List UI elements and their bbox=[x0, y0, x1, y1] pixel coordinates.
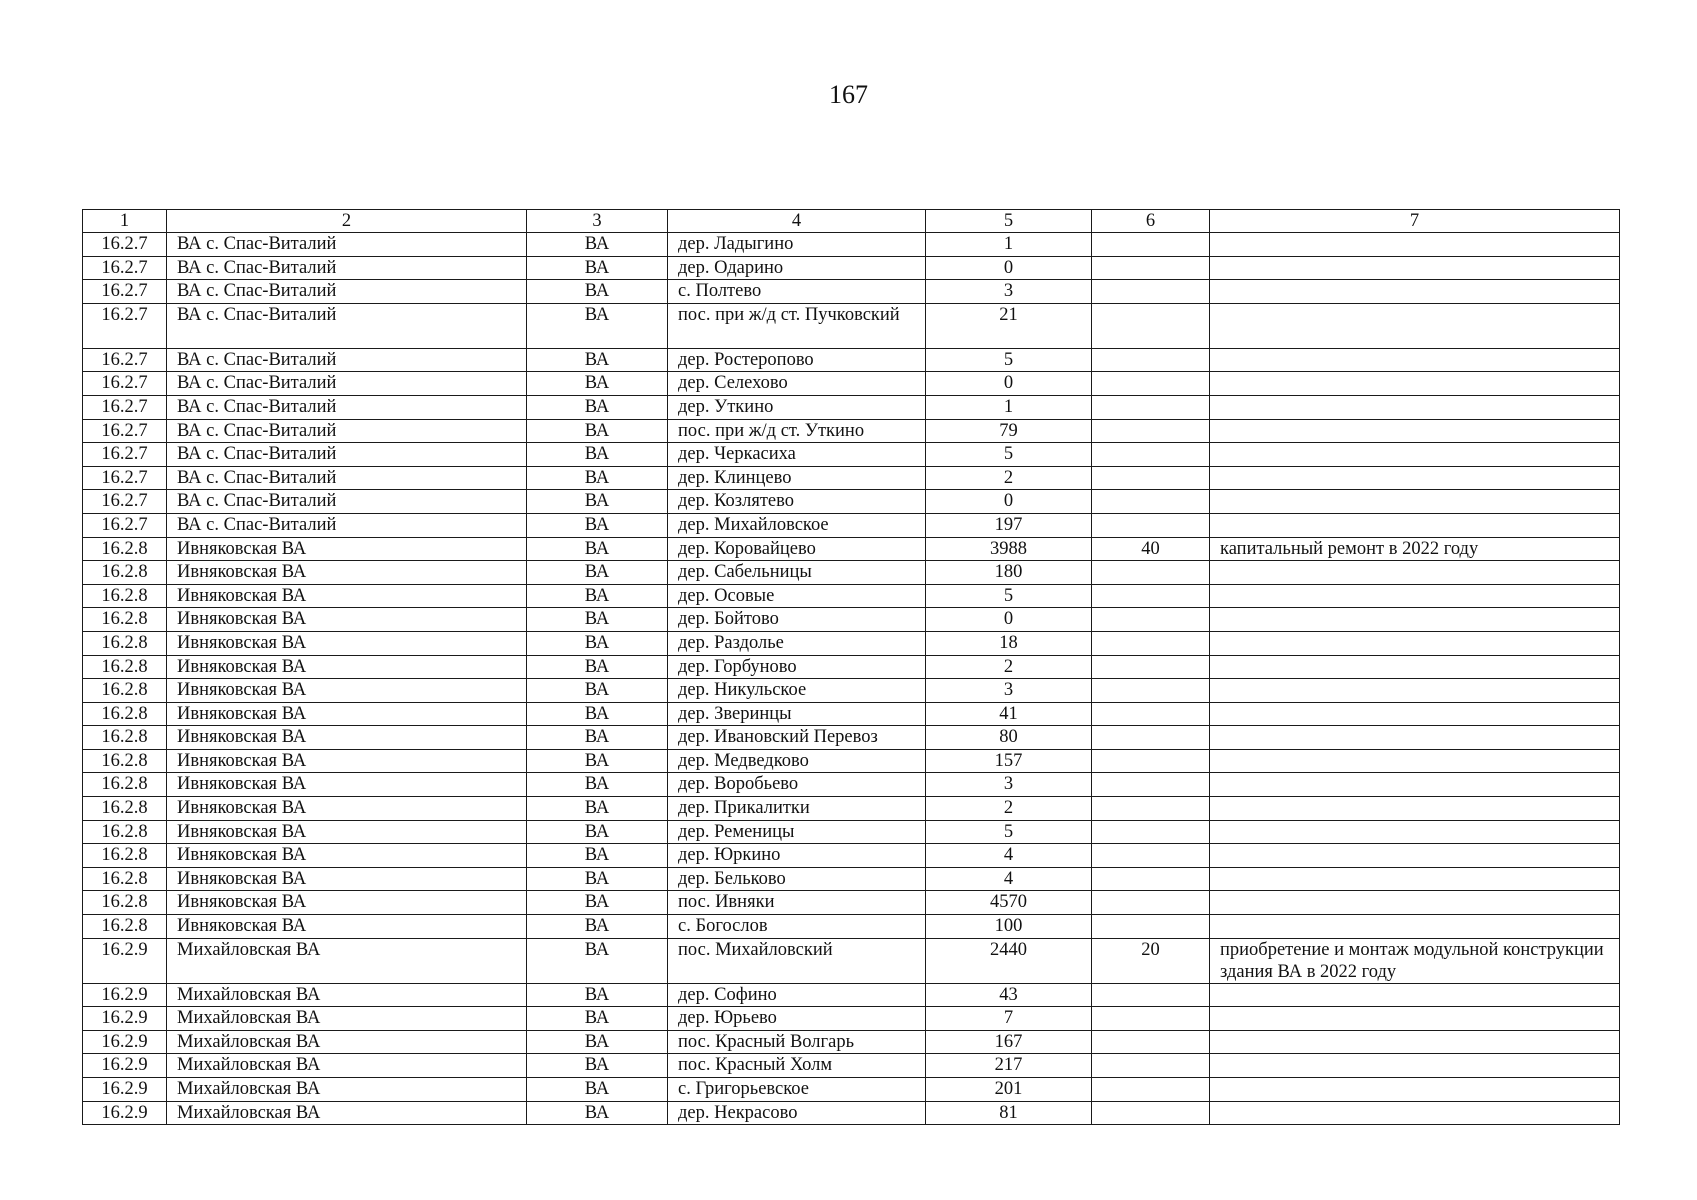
population-cell: 180 bbox=[926, 561, 1092, 585]
settlement-cell: дер. Осовые bbox=[668, 584, 926, 608]
authority-name-cell: Ивняковская ВА bbox=[167, 561, 527, 585]
row-number-cell: 16.2.7 bbox=[83, 348, 167, 372]
population-cell: 167 bbox=[926, 1030, 1092, 1054]
value-cell bbox=[1092, 395, 1210, 419]
table-row bbox=[83, 537, 1620, 561]
type-cell: ВА bbox=[527, 1054, 668, 1078]
settlement-cell: дер. Раздолье bbox=[668, 631, 926, 655]
note-cell bbox=[1210, 631, 1620, 655]
row-number-cell: 16.2.7 bbox=[83, 233, 167, 257]
settlement-cell: с. Богослов bbox=[668, 915, 926, 939]
row-number-cell: 16.2.8 bbox=[83, 773, 167, 797]
row-number-cell: 16.2.8 bbox=[83, 631, 167, 655]
authority-name-cell: Ивняковская ВА bbox=[167, 749, 527, 773]
authority-name-cell: ВА с. Спас-Виталий bbox=[167, 303, 527, 348]
type-cell: ВА bbox=[527, 1007, 668, 1031]
type-cell: ВА bbox=[527, 395, 668, 419]
settlement-cell: дер. Уткино bbox=[668, 395, 926, 419]
authority-name-cell: ВА с. Спас-Виталий bbox=[167, 395, 527, 419]
population-cell: 2440 bbox=[926, 938, 1092, 983]
row-number-cell: 16.2.9 bbox=[83, 938, 167, 983]
value-cell bbox=[1092, 983, 1210, 1007]
table-row bbox=[83, 348, 1620, 372]
page-number: 167 bbox=[829, 80, 868, 109]
value-cell bbox=[1092, 372, 1210, 396]
note-cell bbox=[1210, 749, 1620, 773]
note-cell bbox=[1210, 867, 1620, 891]
note-cell bbox=[1210, 726, 1620, 750]
table-row bbox=[83, 280, 1620, 304]
row-number-cell: 16.2.8 bbox=[83, 608, 167, 632]
note-cell bbox=[1210, 561, 1620, 585]
type-cell: ВА bbox=[527, 537, 668, 561]
authority-name-cell: ВА с. Спас-Виталий bbox=[167, 372, 527, 396]
type-cell: ВА bbox=[527, 490, 668, 514]
value-cell: 20 bbox=[1092, 938, 1210, 983]
authority-name-cell: ВА с. Спас-Виталий bbox=[167, 443, 527, 467]
table-row bbox=[83, 655, 1620, 679]
value-cell bbox=[1092, 561, 1210, 585]
settlement-cell: дер. Никульское bbox=[668, 679, 926, 703]
note-cell bbox=[1210, 820, 1620, 844]
authority-name-cell: Ивняковская ВА bbox=[167, 679, 527, 703]
population-cell: 18 bbox=[926, 631, 1092, 655]
row-number-cell: 16.2.9 bbox=[83, 1101, 167, 1125]
row-number-cell: 16.2.7 bbox=[83, 443, 167, 467]
type-cell: ВА bbox=[527, 797, 668, 821]
row-number-cell: 16.2.8 bbox=[83, 584, 167, 608]
row-number-cell: 16.2.7 bbox=[83, 513, 167, 537]
table-row bbox=[83, 490, 1620, 514]
table-row bbox=[83, 797, 1620, 821]
table-row bbox=[83, 702, 1620, 726]
row-number-cell: 16.2.8 bbox=[83, 561, 167, 585]
type-cell: ВА bbox=[527, 983, 668, 1007]
value-cell bbox=[1092, 280, 1210, 304]
type-cell: ВА bbox=[527, 1078, 668, 1102]
table-row bbox=[83, 1078, 1620, 1102]
note-cell bbox=[1210, 303, 1620, 348]
value-cell bbox=[1092, 1030, 1210, 1054]
note-cell bbox=[1210, 1101, 1620, 1125]
population-cell: 0 bbox=[926, 256, 1092, 280]
authority-name-cell: Ивняковская ВА bbox=[167, 631, 527, 655]
table-row bbox=[83, 561, 1620, 585]
value-cell bbox=[1092, 513, 1210, 537]
column-header-7: 7 bbox=[1210, 210, 1620, 233]
value-cell bbox=[1092, 419, 1210, 443]
note-cell bbox=[1210, 584, 1620, 608]
authority-name-cell: ВА с. Спас-Виталий bbox=[167, 280, 527, 304]
authority-name-cell: Михайловская ВА bbox=[167, 1030, 527, 1054]
table-row bbox=[83, 303, 1620, 348]
value-cell bbox=[1092, 820, 1210, 844]
value-cell bbox=[1092, 867, 1210, 891]
note-cell bbox=[1210, 1078, 1620, 1102]
type-cell: ВА bbox=[527, 938, 668, 983]
table-row bbox=[83, 1007, 1620, 1031]
type-cell: ВА bbox=[527, 256, 668, 280]
settlement-cell: дер. Юрьево bbox=[668, 1007, 926, 1031]
settlement-cell: дер. Прикалитки bbox=[668, 797, 926, 821]
note-cell bbox=[1210, 983, 1620, 1007]
value-cell bbox=[1092, 1078, 1210, 1102]
population-cell: 2 bbox=[926, 797, 1092, 821]
type-cell: ВА bbox=[527, 372, 668, 396]
settlement-cell: дер. Софино bbox=[668, 983, 926, 1007]
data-table bbox=[82, 209, 1620, 1125]
authority-name-cell: Ивняковская ВА bbox=[167, 655, 527, 679]
authority-name-cell: Ивняковская ВА bbox=[167, 820, 527, 844]
authority-name-cell: ВА с. Спас-Виталий bbox=[167, 348, 527, 372]
population-cell: 1 bbox=[926, 233, 1092, 257]
authority-name-cell: Ивняковская ВА bbox=[167, 891, 527, 915]
authority-name-cell: Ивняковская ВА bbox=[167, 537, 527, 561]
settlement-cell: дер. Селехово bbox=[668, 372, 926, 396]
type-cell: ВА bbox=[527, 726, 668, 750]
population-cell: 3 bbox=[926, 773, 1092, 797]
population-cell: 81 bbox=[926, 1101, 1092, 1125]
settlement-cell: пос. Красный Волгарь bbox=[668, 1030, 926, 1054]
settlement-cell: дер. Воробьево bbox=[668, 773, 926, 797]
note-cell bbox=[1210, 443, 1620, 467]
value-cell bbox=[1092, 702, 1210, 726]
type-cell: ВА bbox=[527, 844, 668, 868]
type-cell: ВА bbox=[527, 749, 668, 773]
note-cell bbox=[1210, 513, 1620, 537]
row-number-cell: 16.2.7 bbox=[83, 490, 167, 514]
settlement-cell: с. Григорьевское bbox=[668, 1078, 926, 1102]
table-row bbox=[83, 983, 1620, 1007]
population-cell: 43 bbox=[926, 983, 1092, 1007]
type-cell: ВА bbox=[527, 608, 668, 632]
value-cell bbox=[1092, 679, 1210, 703]
value-cell bbox=[1092, 773, 1210, 797]
table-row bbox=[83, 372, 1620, 396]
table-row bbox=[83, 466, 1620, 490]
population-cell: 4570 bbox=[926, 891, 1092, 915]
settlement-cell: дер. Ременицы bbox=[668, 820, 926, 844]
table-row bbox=[83, 1030, 1620, 1054]
note-cell bbox=[1210, 1007, 1620, 1031]
table-row bbox=[83, 395, 1620, 419]
row-number-cell: 16.2.8 bbox=[83, 726, 167, 750]
settlement-cell: дер. Зверинцы bbox=[668, 702, 926, 726]
table-row bbox=[83, 820, 1620, 844]
population-cell: 3 bbox=[926, 679, 1092, 703]
settlement-cell: дер. Черкасиха bbox=[668, 443, 926, 467]
authority-name-cell: Ивняковская ВА bbox=[167, 584, 527, 608]
settlement-cell: дер. Одарино bbox=[668, 256, 926, 280]
settlement-cell: пос. Ивняки bbox=[668, 891, 926, 915]
population-cell: 2 bbox=[926, 466, 1092, 490]
population-cell: 157 bbox=[926, 749, 1092, 773]
column-header-5: 5 bbox=[926, 210, 1092, 233]
type-cell: ВА bbox=[527, 443, 668, 467]
note-cell bbox=[1210, 1054, 1620, 1078]
settlement-cell: пос. Михайловский bbox=[668, 938, 926, 983]
population-cell: 217 bbox=[926, 1054, 1092, 1078]
authority-name-cell: Ивняковская ВА bbox=[167, 844, 527, 868]
header-row bbox=[83, 210, 1620, 233]
table-row bbox=[83, 1054, 1620, 1078]
value-cell bbox=[1092, 348, 1210, 372]
settlement-cell: дер. Коровайцево bbox=[668, 537, 926, 561]
row-number-cell: 16.2.8 bbox=[83, 749, 167, 773]
value-cell bbox=[1092, 303, 1210, 348]
settlement-cell: дер. Бойтово bbox=[668, 608, 926, 632]
type-cell: ВА bbox=[527, 513, 668, 537]
authority-name-cell: ВА с. Спас-Виталий bbox=[167, 256, 527, 280]
table-row bbox=[83, 844, 1620, 868]
population-cell: 79 bbox=[926, 419, 1092, 443]
authority-name-cell: Ивняковская ВА bbox=[167, 726, 527, 750]
population-cell: 5 bbox=[926, 443, 1092, 467]
note-cell bbox=[1210, 395, 1620, 419]
authority-name-cell: ВА с. Спас-Виталий bbox=[167, 419, 527, 443]
column-header-4: 4 bbox=[668, 210, 926, 233]
type-cell: ВА bbox=[527, 1101, 668, 1125]
authority-name-cell: Михайловская ВА bbox=[167, 1007, 527, 1031]
authority-name-cell: ВА с. Спас-Виталий bbox=[167, 513, 527, 537]
type-cell: ВА bbox=[527, 655, 668, 679]
type-cell: ВА bbox=[527, 820, 668, 844]
note-cell bbox=[1210, 891, 1620, 915]
settlement-cell: с. Полтево bbox=[668, 280, 926, 304]
row-number-cell: 16.2.8 bbox=[83, 537, 167, 561]
value-cell bbox=[1092, 1007, 1210, 1031]
value-cell bbox=[1092, 749, 1210, 773]
type-cell: ВА bbox=[527, 419, 668, 443]
value-cell bbox=[1092, 726, 1210, 750]
population-cell: 0 bbox=[926, 608, 1092, 632]
authority-name-cell: Ивняковская ВА bbox=[167, 797, 527, 821]
population-cell: 80 bbox=[926, 726, 1092, 750]
authority-name-cell: ВА с. Спас-Виталий bbox=[167, 490, 527, 514]
value-cell bbox=[1092, 608, 1210, 632]
row-number-cell: 16.2.8 bbox=[83, 867, 167, 891]
type-cell: ВА bbox=[527, 702, 668, 726]
row-number-cell: 16.2.7 bbox=[83, 256, 167, 280]
value-cell: 40 bbox=[1092, 537, 1210, 561]
type-cell: ВА bbox=[527, 561, 668, 585]
row-number-cell: 16.2.7 bbox=[83, 466, 167, 490]
row-number-cell: 16.2.8 bbox=[83, 891, 167, 915]
population-cell: 0 bbox=[926, 490, 1092, 514]
population-cell: 100 bbox=[926, 915, 1092, 939]
population-cell: 2 bbox=[926, 655, 1092, 679]
population-cell: 197 bbox=[926, 513, 1092, 537]
table-row bbox=[83, 679, 1620, 703]
type-cell: ВА bbox=[527, 466, 668, 490]
population-cell: 0 bbox=[926, 372, 1092, 396]
note-cell bbox=[1210, 702, 1620, 726]
note-cell: приобретение и монтаж модульной конструкции здания ВА в 2022 году bbox=[1210, 938, 1620, 983]
note-cell bbox=[1210, 256, 1620, 280]
note-cell bbox=[1210, 679, 1620, 703]
authority-name-cell: Ивняковская ВА bbox=[167, 702, 527, 726]
value-cell bbox=[1092, 631, 1210, 655]
population-cell: 21 bbox=[926, 303, 1092, 348]
settlement-cell: дер. Ивановский Перевоз bbox=[668, 726, 926, 750]
note-cell: капитальный ремонт в 2022 году bbox=[1210, 537, 1620, 561]
value-cell bbox=[1092, 256, 1210, 280]
note-cell bbox=[1210, 797, 1620, 821]
row-number-cell: 16.2.9 bbox=[83, 1054, 167, 1078]
table-row bbox=[83, 867, 1620, 891]
value-cell bbox=[1092, 466, 1210, 490]
population-cell: 7 bbox=[926, 1007, 1092, 1031]
settlement-cell: дер. Михайловское bbox=[668, 513, 926, 537]
settlement-cell: дер. Сабельницы bbox=[668, 561, 926, 585]
population-cell: 3 bbox=[926, 280, 1092, 304]
note-cell bbox=[1210, 280, 1620, 304]
authority-name-cell: Ивняковская ВА bbox=[167, 915, 527, 939]
row-number-cell: 16.2.7 bbox=[83, 372, 167, 396]
row-number-cell: 16.2.7 bbox=[83, 280, 167, 304]
row-number-cell: 16.2.8 bbox=[83, 844, 167, 868]
authority-name-cell: Михайловская ВА bbox=[167, 1078, 527, 1102]
row-number-cell: 16.2.9 bbox=[83, 1078, 167, 1102]
row-number-cell: 16.2.8 bbox=[83, 797, 167, 821]
table-row bbox=[83, 584, 1620, 608]
type-cell: ВА bbox=[527, 1030, 668, 1054]
population-cell: 5 bbox=[926, 348, 1092, 372]
settlement-cell: дер. Юркино bbox=[668, 844, 926, 868]
authority-name-cell: ВА с. Спас-Виталий bbox=[167, 233, 527, 257]
note-cell bbox=[1210, 372, 1620, 396]
value-cell bbox=[1092, 1054, 1210, 1078]
settlement-cell: пос. при ж/д ст. Пучковский bbox=[668, 303, 926, 348]
table-row bbox=[83, 726, 1620, 750]
column-header-6: 6 bbox=[1092, 210, 1210, 233]
table-row bbox=[83, 233, 1620, 257]
note-cell bbox=[1210, 844, 1620, 868]
table-row bbox=[83, 891, 1620, 915]
row-number-cell: 16.2.7 bbox=[83, 303, 167, 348]
table-row bbox=[83, 419, 1620, 443]
row-number-cell: 16.2.8 bbox=[83, 820, 167, 844]
population-cell: 4 bbox=[926, 867, 1092, 891]
value-cell bbox=[1092, 584, 1210, 608]
population-cell: 5 bbox=[926, 584, 1092, 608]
population-cell: 4 bbox=[926, 844, 1092, 868]
table-row bbox=[83, 513, 1620, 537]
row-number-cell: 16.2.9 bbox=[83, 1007, 167, 1031]
value-cell bbox=[1092, 443, 1210, 467]
table-row bbox=[83, 749, 1620, 773]
population-cell: 3988 bbox=[926, 537, 1092, 561]
settlement-cell: дер. Горбуново bbox=[668, 655, 926, 679]
row-number-cell: 16.2.9 bbox=[83, 1030, 167, 1054]
note-cell bbox=[1210, 608, 1620, 632]
authority-name-cell: Михайловская ВА bbox=[167, 983, 527, 1007]
value-cell bbox=[1092, 490, 1210, 514]
value-cell bbox=[1092, 891, 1210, 915]
authority-name-cell: ВА с. Спас-Виталий bbox=[167, 466, 527, 490]
type-cell: ВА bbox=[527, 915, 668, 939]
settlement-cell: дер. Ростеропово bbox=[668, 348, 926, 372]
row-number-cell: 16.2.7 bbox=[83, 419, 167, 443]
type-cell: ВА bbox=[527, 631, 668, 655]
settlement-cell: дер. Ладыгино bbox=[668, 233, 926, 257]
value-cell bbox=[1092, 233, 1210, 257]
table-row bbox=[83, 1101, 1620, 1125]
column-header-3: 3 bbox=[527, 210, 668, 233]
population-cell: 1 bbox=[926, 395, 1092, 419]
table-row bbox=[83, 938, 1620, 983]
type-cell: ВА bbox=[527, 233, 668, 257]
row-number-cell: 16.2.9 bbox=[83, 983, 167, 1007]
value-cell bbox=[1092, 844, 1210, 868]
settlement-cell: дер. Бельково bbox=[668, 867, 926, 891]
row-number-cell: 16.2.7 bbox=[83, 395, 167, 419]
row-number-cell: 16.2.8 bbox=[83, 655, 167, 679]
value-cell bbox=[1092, 655, 1210, 679]
table-row bbox=[83, 631, 1620, 655]
type-cell: ВА bbox=[527, 679, 668, 703]
note-cell bbox=[1210, 490, 1620, 514]
note-cell bbox=[1210, 466, 1620, 490]
settlement-cell: дер. Клинцево bbox=[668, 466, 926, 490]
type-cell: ВА bbox=[527, 280, 668, 304]
settlement-cell: дер. Некрасово bbox=[668, 1101, 926, 1125]
settlement-cell: пос. Красный Холм bbox=[668, 1054, 926, 1078]
type-cell: ВА bbox=[527, 867, 668, 891]
value-cell bbox=[1092, 915, 1210, 939]
column-header-1: 1 bbox=[83, 210, 167, 233]
note-cell bbox=[1210, 915, 1620, 939]
note-cell bbox=[1210, 655, 1620, 679]
column-header-2: 2 bbox=[167, 210, 527, 233]
table-row bbox=[83, 443, 1620, 467]
population-cell: 41 bbox=[926, 702, 1092, 726]
type-cell: ВА bbox=[527, 891, 668, 915]
authority-name-cell: Ивняковская ВА bbox=[167, 867, 527, 891]
row-number-cell: 16.2.8 bbox=[83, 679, 167, 703]
table-row bbox=[83, 256, 1620, 280]
authority-name-cell: Михайловская ВА bbox=[167, 938, 527, 983]
authority-name-cell: Михайловская ВА bbox=[167, 1054, 527, 1078]
type-cell: ВА bbox=[527, 584, 668, 608]
type-cell: ВА bbox=[527, 348, 668, 372]
table-row bbox=[83, 773, 1620, 797]
settlement-cell: дер. Козлятево bbox=[668, 490, 926, 514]
value-cell bbox=[1092, 797, 1210, 821]
authority-name-cell: Ивняковская ВА bbox=[167, 608, 527, 632]
table-row bbox=[83, 608, 1620, 632]
authority-name-cell: Михайловская ВА bbox=[167, 1101, 527, 1125]
authority-name-cell: Ивняковская ВА bbox=[167, 773, 527, 797]
population-cell: 5 bbox=[926, 820, 1092, 844]
type-cell: ВА bbox=[527, 303, 668, 348]
type-cell: ВА bbox=[527, 773, 668, 797]
table-row bbox=[83, 915, 1620, 939]
population-cell: 201 bbox=[926, 1078, 1092, 1102]
row-number-cell: 16.2.8 bbox=[83, 915, 167, 939]
note-cell bbox=[1210, 419, 1620, 443]
note-cell bbox=[1210, 1030, 1620, 1054]
note-cell bbox=[1210, 348, 1620, 372]
row-number-cell: 16.2.8 bbox=[83, 702, 167, 726]
settlement-cell: пос. при ж/д ст. Уткино bbox=[668, 419, 926, 443]
settlement-cell: дер. Медведково bbox=[668, 749, 926, 773]
note-cell bbox=[1210, 233, 1620, 257]
note-cell bbox=[1210, 773, 1620, 797]
value-cell bbox=[1092, 1101, 1210, 1125]
